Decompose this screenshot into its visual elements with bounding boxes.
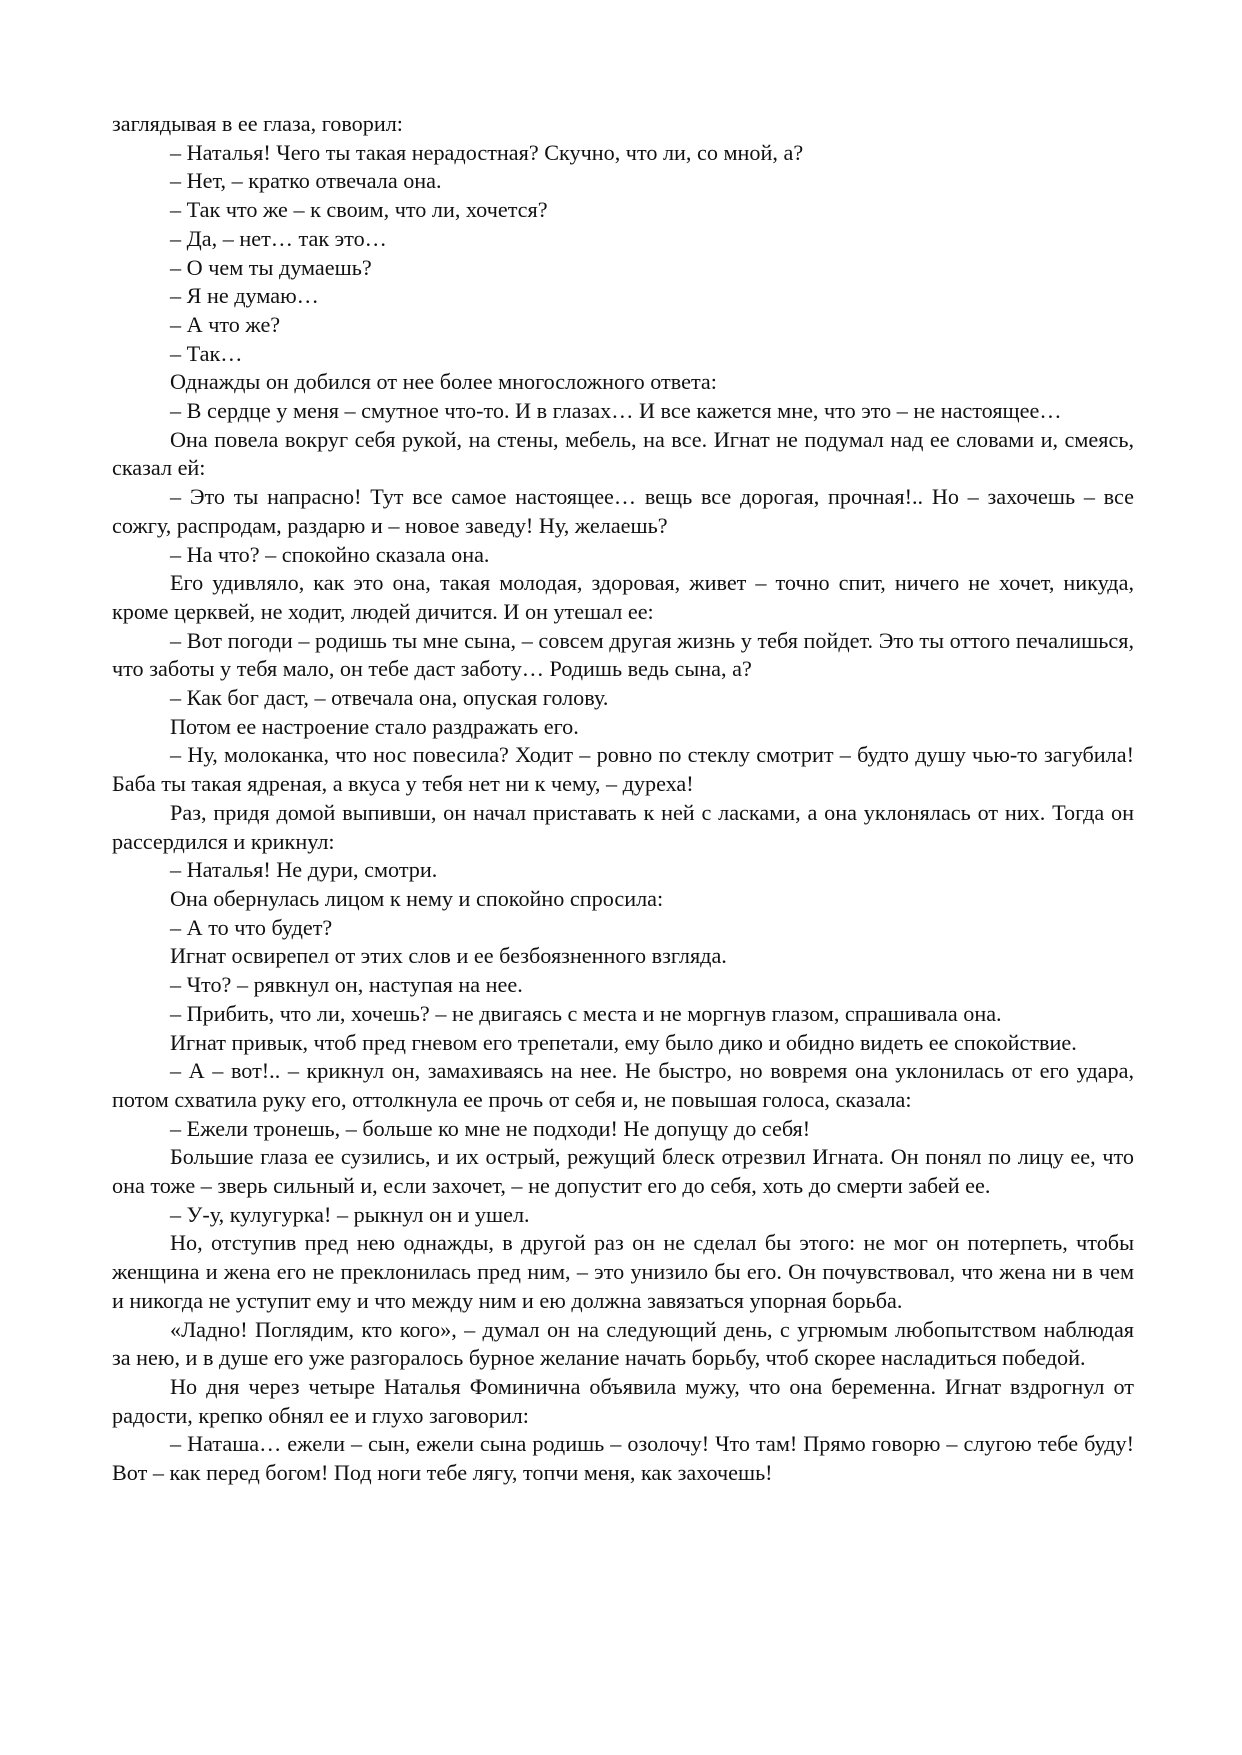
paragraph: – Наталья! Не дури, смотри. [170,857,438,883]
paragraph: – На что? – спокойно сказала она. [170,541,490,567]
paragraph: – Так что же – к своим, что ли, хочется? [170,197,548,223]
paragraph: – О чем ты думаешь? [170,254,372,280]
paragraph: – У-у, кулугурка! – рыкнул он и ушел. [170,1201,530,1227]
paragraph: – Наталья! Чего ты такая нерадостная? Скучно, что ли, со мной, а? [170,139,804,165]
paragraph: – Наташа… ежели – сын, ежели сына родишь – озолочу! Что там! Прямо говорю – слугою тебе буду! Вот – как перед богом! Под ноги тебе лягу, топчи меня, как захочешь! [112,1431,1134,1486]
paragraph: – А – вот!.. – крикнул он, замахиваясь на нее. Не быстро, но вовремя она уклонилась от его удара, потом схватила руку его, оттолкнула ее прочь от себя и, не повышая голоса, сказала: [112,1058,1134,1112]
paragraph: – А то что будет? [170,914,333,940]
paragraph: – Я не думаю… [170,283,319,309]
paragraph: – Ежели тронешь, – больше ко мне не подходи! Не допущу до себя! [170,1115,811,1141]
paragraph: Его удивляло, как это она, такая молодая, здоровая, живет – точно спит, ничего не хочет, никуда, кроме церквей, не ходит, людей дичится. И он утешал ее: [112,570,1134,624]
paragraph: – Как бог даст, – отвечала она, опуская голову. [170,685,609,711]
paragraph: – Нет, – кратко отвечала она. [170,168,442,194]
paragraph: – Вот погоди – родишь ты мне сына, – совсем другая жизнь у тебя пойдет. Это ты оттого печалишься, что заботы у тебя мало, он тебе даст заботу… Родишь ведь сына, а? [112,627,1134,682]
paragraph: Раз, придя домой выпивши, он начал приставать к ней с ласками, а она уклонялась от них. Тогда он рассердился и крикнул: [112,799,1134,854]
paragraph: заглядывая в ее глаза, говорил: [112,111,403,136]
paragraph: Но, отступив пред нею однажды, в другой раз он не сделал бы этого: не мог он потерпеть, чтобы женщина и жена его не преклонилась пред ним, – это унизило бы его. Он почувствовал, что жена ни в чем и никогда не уступит ему и что между ним и ею должна завязаться упорная борьба. [112,1230,1134,1313]
paragraph: – Так… [170,340,243,366]
paragraph: Она повела вокруг себя рукой, на стены, мебель, на все. Игнат не подумал над ее словами и, смеясь, сказал ей: [112,426,1134,481]
paragraph: – А что же? [170,311,281,337]
paragraph: Она обернулась лицом к нему и спокойно спросила: [170,885,664,911]
paragraph: – Прибить, что ли, хочешь? – не двигаясь с места и не моргнув глазом, спрашивала она. [170,1000,1002,1026]
paragraph: «Ладно! Поглядим, кто кого», – думал он на следующий день, с угрюмым любопытством наблюдая за нею, и в душе его уже разгоралось бурное желание начать борьбу, чтоб скорее насладиться победой. [112,1316,1134,1371]
paragraph: – Это ты напрасно! Тут все самое настоящее… вещь все дорогая, прочная!.. Но – захочешь – все сожгу, распродам, раздарю и – новое заведу! Ну, желаешь? [112,484,1134,538]
paragraph: Большие глаза ее сузились, и их острый, режущий блеск отрезвил Игната. Он понял по лицу ее, что она тоже – зверь сильный и, если захочет, – не допустит его до себя, хоть до смерти забей ее. [112,1144,1134,1199]
paragraph: – Ну, молоканка, что нос повесила? Ходит – ровно по стеклу смотрит – будто душу чью-то загубила! Баба ты такая ядреная, а вкуса у тебя нет ни к чему, – дуреха! [112,742,1134,797]
page-text [112,110,1134,1488]
paragraph: Потом ее настроение стало раздражать его. [170,713,579,739]
paragraph: Игнат привык, чтоб пред гневом его трепетали, ему было дико и обидно видеть ее спокойствие. [170,1029,1077,1055]
paragraph: – Да, – нет… так это… [170,225,387,251]
paragraph: Однажды он добился от нее более многосложного ответа: [170,369,717,395]
paragraph: – Что? – рявкнул он, наступая на нее. [170,972,523,998]
paragraph: Но дня через четыре Наталья Фоминична объявила мужу, что она беременна. Игнат вздрогнул от радости, крепко обнял ее и глухо заговорил: [112,1373,1134,1428]
paragraph: – В сердце у меня – смутное что-то. И в глазах… И все кажется мне, что это – не настоящее… [170,398,1062,424]
paragraph: Игнат освирепел от этих слов и ее безбоязненного взгляда. [170,943,727,969]
